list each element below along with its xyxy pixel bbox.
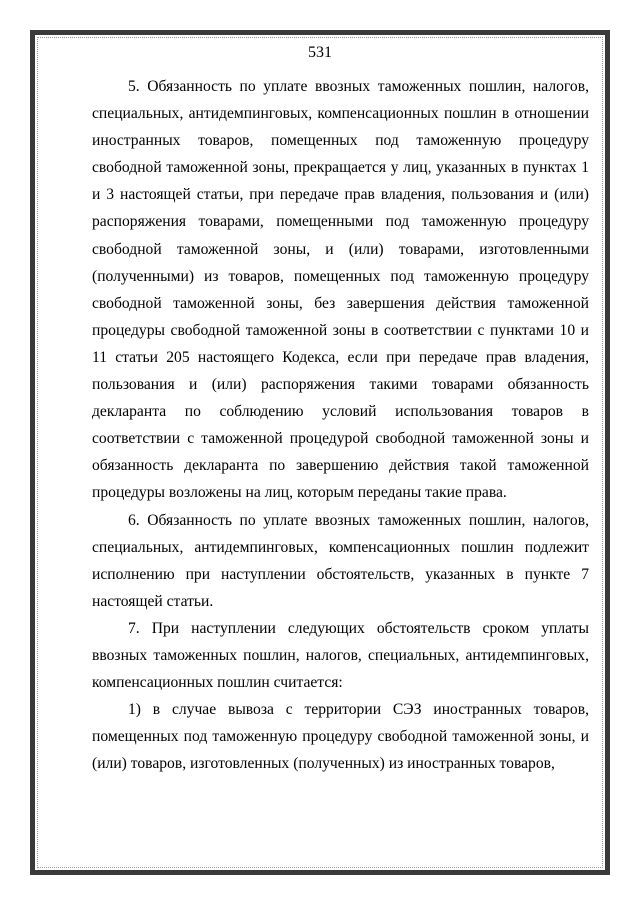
- paragraph-6: 6. Обязанность по уплате ввозных таможенных пошлин, налогов, специальных, антидемпинговых, компенсационных пошлин подлежит исполнению при наступлении обстоятельств, указанных в пункте 7 настоящей статьи.: [92, 511, 589, 610]
- document-body: [92, 73, 589, 777]
- paragraph-7: 7. При наступлении следующих обстоятельств сроком уплаты ввозных таможенных пошлин, налогов, специальных, антидемпинговых, компенсационных пошлин считается:: [92, 619, 589, 692]
- paragraph-7-item-1: 1) в случае вывоза с территории СЭЗ иностранных товаров, помещенных под таможенную процедуру свободной таможенной зоны, и (или) товаров, изготовленных (полученных) из иностранных товаров,: [92, 701, 589, 773]
- page-frame: [30, 30, 610, 875]
- page-number: 531: [308, 44, 332, 61]
- paragraph-5: 5. Обязанность по уплате ввозных таможенных пошлин, налогов, специальных, антидемпинговых, компенсационных пошлин в отношении иностранных товаров, помещенных под таможенную процедуру свободной таможенной зоны, прекращается у лиц, указанных в пунктах 1 и 3 настоящей статьи, при передаче прав владения, пользования и (или) распоряжения товарами, помещенными под таможенную процедуру свободной таможенной зоны, и (или) товарами, изготовленными (полученными) из товаров, помещенных под таможенную процедуру свободной таможенной зоны, без завершения действия таможенной процедуры свободной таможенной зоны в соответствии с пунктами 10 и 11 статьи 205 настоящего Кодекса, если при передаче прав владения, пользования и (или) распоряжения такими товарами обязанность декларанта по соблюдению условий использования товаров в соответствии с таможенной процедурой свободной таможенной зоны и обязанность декларанта по завершению действия такой таможенной процедуры возложены на лиц, которым переданы такие права.: [92, 78, 589, 502]
